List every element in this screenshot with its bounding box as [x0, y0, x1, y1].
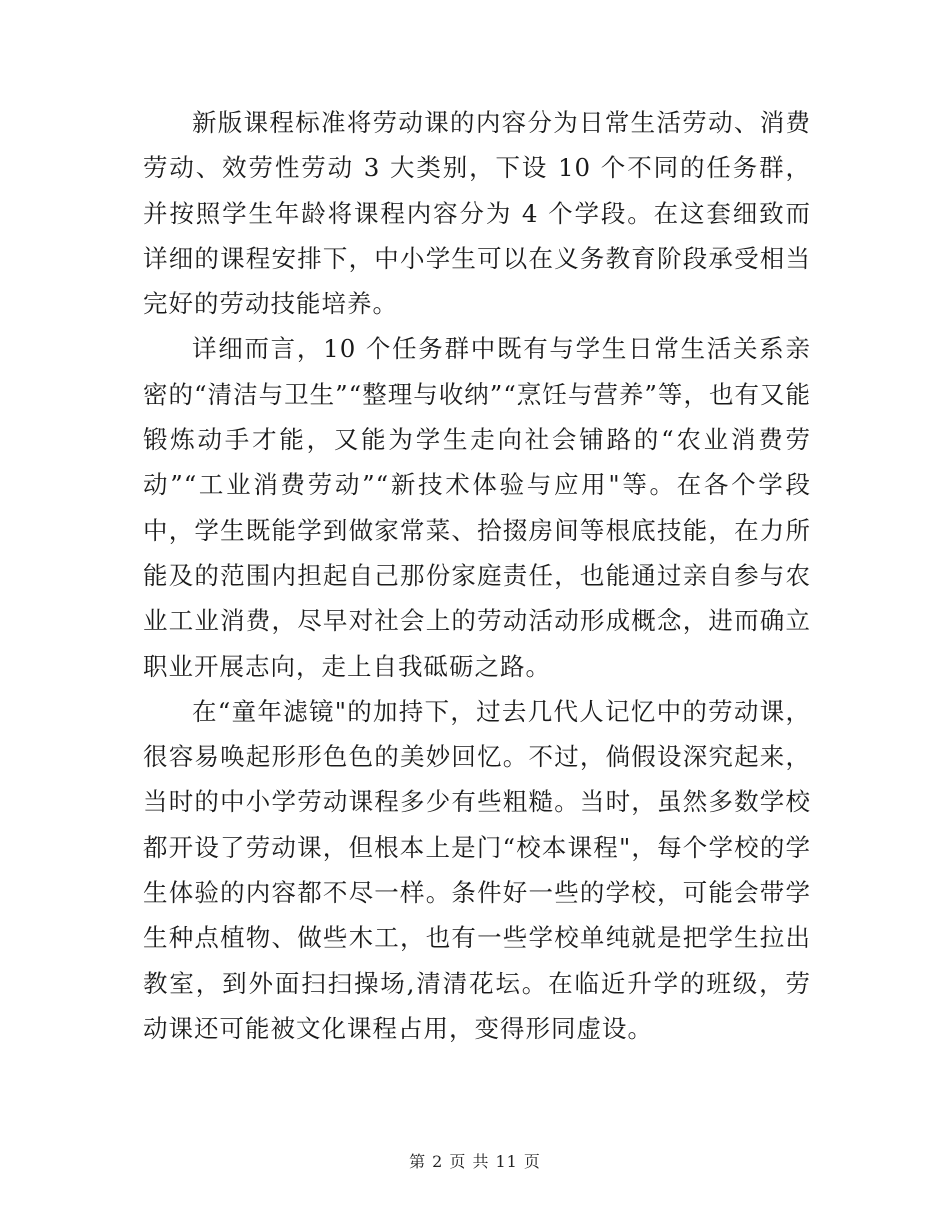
- paragraph-2: 详细而言，10 个任务群中既有与学生日常生活关系亲密的“清洁与卫生”“整理与收纳”“烹饪与营养”等，也有又能锻炼动手才能，又能为学生走向社会铺路的“农业消费劳动”“工业消费劳动”“新技术体验与应用"等。在各个学段中，学生既能学到做家常菜、拾掇房间等根底技能，在力所能及的范围内担起自己那份家庭责任，也能通过亲自参与农业工业消费，尽早对社会上的劳动活动形成概念，进而确立职业开展志向，走上自我砥砺之路。: [143, 334, 811, 681]
- page-footer: [0, 1150, 950, 1174]
- footer-mid: 页 共: [449, 1152, 490, 1171]
- paragraph-3: 在“童年滤镜"的加持下，过去几代人记忆中的劳动课，很容易唤起形形色色的美妙回忆。不过，倘假设深究起来，当时的中小学劳动课程多少有些粗糙。当时，虽然多数学校都开设了劳动课，但根本上是门“校本课程"，每个学校的学生体验的内容都不尽一样。条件好一些的学校，可能会带学生种点植物、做些木工，也有一些学校单纯就是把学生拉出教室，到外面扫扫操场,清清花坛。在临近升学的班级，劳动课还可能被文化课程占用，变得形同虚设。: [143, 696, 811, 1043]
- footer-total-pages: 11: [495, 1152, 518, 1171]
- footer-prefix: 第: [409, 1152, 427, 1171]
- document-body: [143, 100, 811, 1051]
- paragraph-1: 新版课程标准将劳动课的内容分为日常生活劳动、消费劳动、效劳性劳动 3 大类别，下设 10 个不同的任务群，并按照学生年龄将课程内容分为 4 个学段。在这套细致而详细的课程安排下，中小学生可以在义务教育阶段承受相当完好的劳动技能培养。: [143, 108, 811, 319]
- footer-suffix: 页: [523, 1152, 541, 1171]
- footer-current-page: 2: [432, 1152, 444, 1171]
